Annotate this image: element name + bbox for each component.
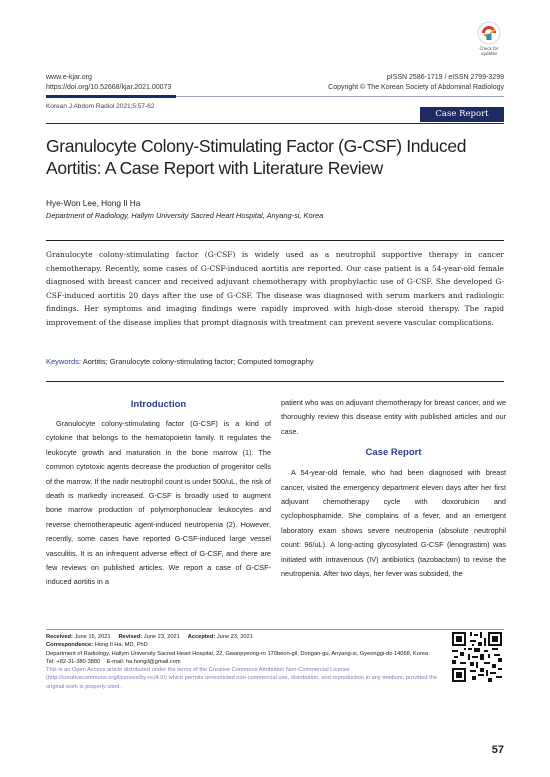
abstract-rule-bottom <box>46 381 504 382</box>
correspondence-label: Correspondence: <box>46 642 94 649</box>
introduction-paragraph-1: Granulocyte colony-stimulating factor (G-CSF) is a kind of cytokine that belongs to the hematopoietin family. It regulates the leukocyte growth and maturation in the bone marrow (1). The common cytotoxic agents decrease the production of progenitor cells of the marrow. If the nadir neutrophil count is under 500/uL, the risk of death is markedly increased. G-CSF is broadly used to augment bone marrow production of polymorphonuclear leukocytes and reverse chemotherapeutic agent-induced neutropenia (2). However, recently, some cases have reported G-CSF-induced large vessel vasculitis. It is an infrequent adverse effect of G-CSF, and there are few reviews on published articles. We report a case of G-CSF-induced aortitis in a <box>46 419 271 587</box>
footer-rule <box>46 629 504 630</box>
revised-label: Revised: <box>118 634 143 640</box>
qr-code-icon <box>452 632 502 682</box>
doi-link[interactable]: https://doi.org/10.52668/kjar.2021.00073 <box>46 84 172 91</box>
abstract-rule-top <box>46 240 504 241</box>
dates-line <box>46 633 444 641</box>
received-date: June 15, 2021 <box>74 634 111 640</box>
header-left <box>46 73 171 93</box>
header-bar-light <box>176 96 504 97</box>
correspondence-line <box>46 641 444 649</box>
footer-notes <box>46 633 444 691</box>
header-right <box>328 73 504 93</box>
article-title: Granulocyte Colony-Stimulating Factor (G-CSF) Induced Aortitis: A Case Report with Literature Review <box>46 136 467 178</box>
case-report-paragraph-1: A 54-year-old female, who had been diagnosed with breast cancer, visited the emergency department eleven days after her first adjuvant chemotherapy cycle with doxorubicin and cyclophosphamide. She complains of a fever, and an emergent laboratory exam shows severe neutropenia (absolute neutrophil count: 96/uL). A long-acting glycosylated G-CSF (lenograstim) was initiated with intravenous (IV) antibiotics (tazobactam) to revise the neutropenia. After two days, her fever was subsided, the <box>281 468 506 579</box>
received-label: Received: <box>46 634 73 640</box>
keywords-label: Keywords: <box>46 357 82 366</box>
telephone: Tel: +82-31-380-3880 <box>46 658 101 665</box>
address-line: Department of Radiology, Hallym University Sacred Heart Hospital, 22, Gwanpyeong-ro 170beon-gil, Dongan-gu, Anyang-si, Gyeonggi-do 14068, Korea <box>46 650 429 657</box>
issn-text: pISSN 2586-1719 / eISSN 2799-3299 <box>386 74 504 81</box>
copyright-text: Copyright © The Korean Society of Abdominal Radiology <box>328 84 504 91</box>
revised-date: June 23, 2021 <box>143 634 180 640</box>
crossmark-label-line1: Check for <box>479 46 499 51</box>
accepted-label: Accepted: <box>187 634 216 640</box>
affiliation: Department of Radiology, Hallym University Sacred Heart Hospital, Anyang-si, Korea <box>46 211 324 220</box>
abstract-text: Granulocyte colony-stimulating factor (G-CSF) is widely used as a neutrophil supportive therapy in cancer chemotherapy. Recently, some cases of G-CSF-induced aortitis are reported. Our case patient is a 54-year-old female diagnosed with breast cancer and received adjuvant chemotherapy with prophylactic use of G-CSF. She developed G-CSF-induced aortitis 20 days after the use of G-CSF. The disease was diagnosed with serum markers and radiologic findings. Her symptoms and imaging findings were rapidly improved with high-dose steroid therapy. The rapid improvement of the disease implies that prompt diagnosis with treatment can prevent severe vascular complications. <box>46 250 504 327</box>
case-report-badge: Case Report <box>420 107 504 122</box>
journal-reference: Korean J Abdom Radiol 2021;5:57-62 <box>46 103 155 110</box>
header-bar <box>46 95 504 98</box>
authors: Hye-Won Lee, Hong Il Ha <box>46 198 141 208</box>
crossmark-icon <box>474 20 504 58</box>
introduction-heading: Introduction <box>130 399 187 410</box>
accepted-date: June 23, 2021 <box>216 634 253 640</box>
contact-line <box>46 658 444 666</box>
license-text: This is an Open Access article distributed under the terms of the Creative Commons Attribution Non-Commercial License (http://creativecommons.org/licenses/by-nc/4.0/) which permits unrestricted non-commercial use, distribution, and reproduction in any medium, provided the original work is properly cited. <box>46 667 438 690</box>
column-left <box>46 397 271 590</box>
introduction-paragraph-2: patient who was on adjuvant chemotherapy for breast cancer, and we thoroughly review this disease entity with published articles and our case. <box>281 398 506 436</box>
keywords-line <box>46 357 314 366</box>
header-bar-dark <box>46 95 176 98</box>
correspondence-name: Hong Il Ha, MD, PhD <box>94 642 148 649</box>
email-link[interactable]: E-mail: ha.hongil@gmail.com <box>106 658 181 665</box>
website-link[interactable]: www.e-kjar.org <box>46 74 92 81</box>
page-number: 57 <box>491 744 504 756</box>
keywords-text: Aortitis; Granulocyte colony-stimulating factor; Computed tomography <box>82 357 314 366</box>
crossmark-badge[interactable] <box>474 20 504 58</box>
title-rule <box>46 123 504 124</box>
case-report-heading: Case Report <box>365 447 422 459</box>
crossmark-label-line2: updates <box>480 51 498 56</box>
column-right <box>281 396 506 581</box>
qr-code <box>452 632 502 682</box>
